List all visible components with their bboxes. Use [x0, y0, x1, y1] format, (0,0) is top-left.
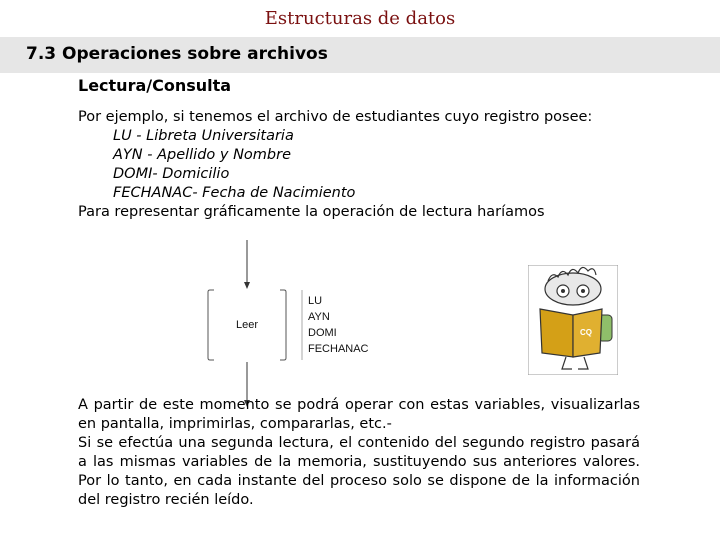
- intro-text: Por ejemplo, si tenemos el archivo de estudiantes cuyo registro posee:: [78, 109, 593, 125]
- body-paragraph: [78, 396, 640, 510]
- field-ayn: AYN - Apellido y Nombre: [113, 147, 292, 163]
- body-text-2: Si se efectúa una segunda lectura, el contenido del segundo registro pasará a las mismas variables de la memoria, sustituyendo sus anteriores valores. Por lo tanto, en cada instante del proceso solo se dispone de la información del registro recién leído.: [78, 435, 640, 508]
- document-title: Estructuras de datos: [0, 0, 720, 36]
- flow-arrowhead-in: [244, 282, 250, 289]
- intro-paragraph: [78, 108, 640, 222]
- process-bracket-right: [280, 290, 286, 360]
- intro-closing: Para representar gráficamente la operación de lectura haríamos: [78, 204, 545, 220]
- field-domi: DOMI- Domicilio: [113, 166, 230, 182]
- variable-domi: DOMI: [308, 327, 337, 339]
- subsection-heading: Lectura/Consulta: [78, 76, 232, 95]
- process-label: Leer: [235, 319, 259, 331]
- field-fechanac: FECHANAC- Fecha de Nacimiento: [113, 185, 356, 201]
- pupil-left-icon: [561, 289, 565, 293]
- reader-illustration: [528, 265, 618, 375]
- read-flowchart: [190, 240, 390, 420]
- section-heading: 7.3 Operaciones sobre archivos: [26, 44, 328, 64]
- variable-ayn: AYN: [308, 311, 330, 323]
- variable-lu: LU: [308, 295, 323, 307]
- book-label: CQ: [580, 328, 592, 337]
- variable-fechanac: FECHANAC: [308, 343, 369, 355]
- reader-head-icon: [545, 273, 601, 305]
- process-bracket-left: [208, 290, 214, 360]
- book-left-page-icon: [540, 309, 573, 357]
- body-text-1: A partir de este momento se podrá operar con estas variables, visualizarlas en pantalla, imprimirlas, compararlas, etc.-: [78, 397, 640, 432]
- field-lu: LU - Libreta Universitaria: [113, 128, 294, 144]
- pupil-right-icon: [581, 289, 585, 293]
